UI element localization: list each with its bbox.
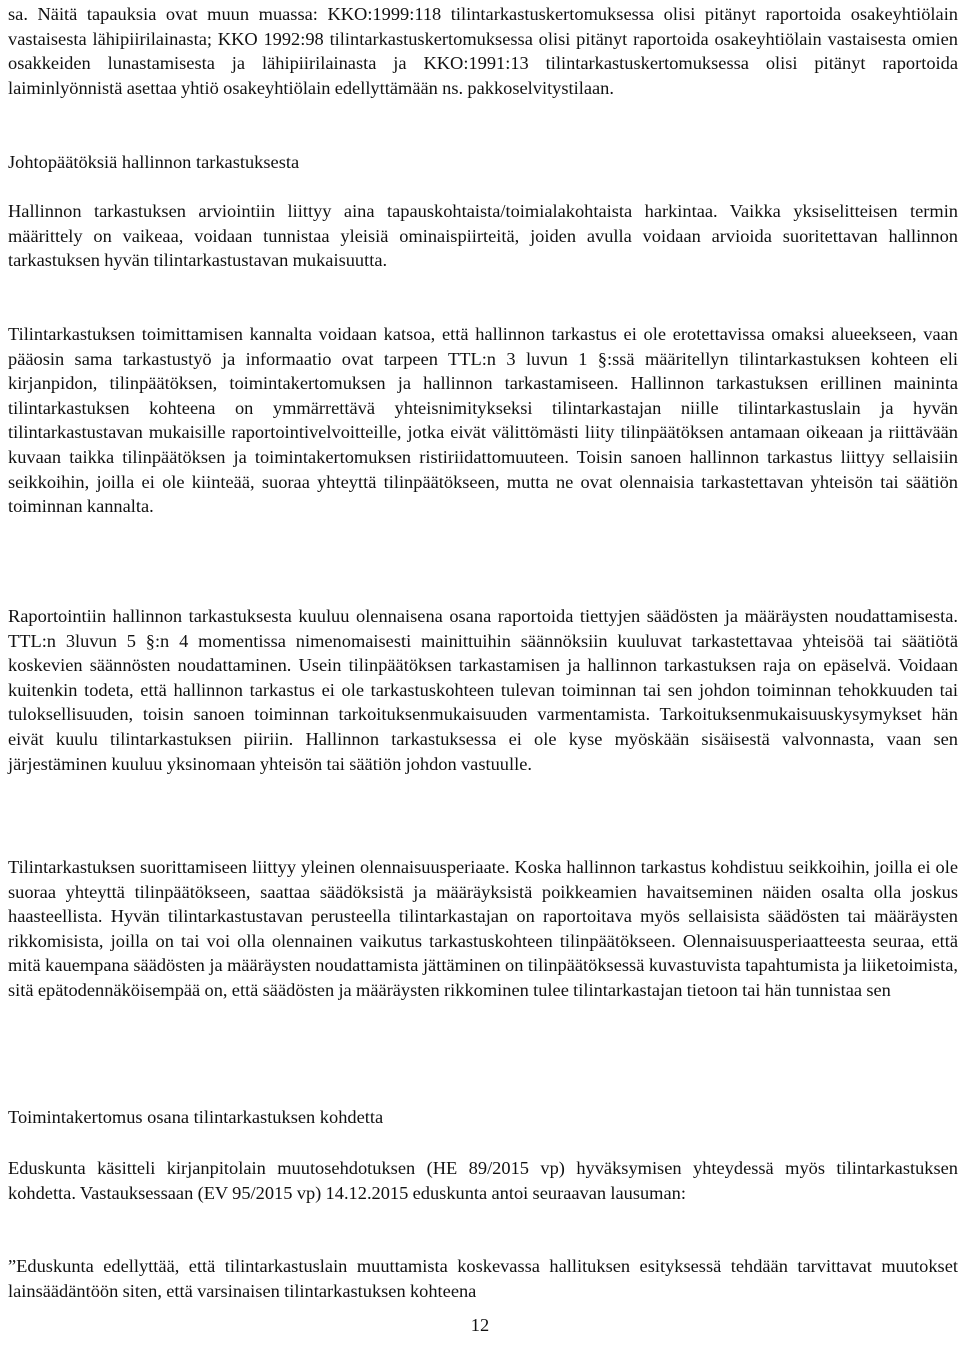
paragraph-quote: ”Eduskunta edellyttää, että tilintarkastuslain muuttamista koskevassa hallituksen esityksessä tehdään tarvittavat muutokset lainsäädäntöön siten, että varsinaisen tilintarkastuksen kohteena (8, 1256, 958, 1301)
paragraph-parliament: Eduskunta käsitteli kirjanpitolain muutosehdotuksen (HE 89/2015 vp) hyväksymisen yhteydessä myös tilintarkastuksen kohdetta. Vastauksessaan (EV 95/2015 vp) 14.12.2015 eduskunta antoi seuraavan lausuman: (8, 1158, 958, 1203)
paragraph-materiality: Tilintarkastuksen suorittamiseen liittyy yleinen olennaisuusperiaate. Koska hallinnon tarkastus kohdistuu seikkoihin, joilla ei ole suoraa yhteyttä tilinpäätökseen, saattaa säädöksistä ja määräyksistä poikkeamien havaitseminen näiden osalta olla joskus haasteellista. Hyvän tilintarkastustavan perusteella tilintarkastajan on raportoitava myös sellaisista säädösten tai määräysten rikkomisista, joilla on tai voi olla olennainen vaikutus tarkastuskohteen tilinpäätökseen. Olennaisuusperiaatteesta seuraa, että mitä kauempana säädösten ja määräysten noudattamista jättäminen on tilinpäätöksessä kuvastuvista tapahtumista ja liiketoimista, sitä epätodennäköisempää on, että säädösten ja määräysten rikkominen tulee tilintarkastajan tietoon tai hän tunnistaa sen (8, 857, 958, 1000)
section-heading-management-report: Toimintakertomus osana tilintarkastuksen kohdetta (8, 1107, 384, 1127)
paragraph-reporting: Raportointiin hallinnon tarkastuksesta kuuluu olennaisena osana raportoida tiettyjen säädösten ja määräysten noudattamisesta. TTL:n 3luvun 5 §:n 4 momentissa nimenomaisesti mainittuihin säännöksiin kuuluvat tarkastettavaa yhteisöä tai säätiötä koskevien säännösten noudattaminen. Usein tilinpäätöksen tarkastamisen ja hallinnon tarkastuksen raja on epäselvä. Voidaan kuitenkin todeta, että hallinnon tarkastus ei ole tarkastuskohteen tulevan toiminnan tai sen johdon toiminnan tehokkuuden tai tuloksellisuuden, toisin sanoen toiminnan tarkoituksenmukaisuuden varmentamista. Tarkoituksenmukaisuuskysymykset hän eivät kuulu tilintarkastuksen piiriin. Hallinnon tarkastuksessa ei ole kyse myöskään sisäisestä valvonnasta, vaan sen järjestäminen kuuluu yksinomaan yhteisön tai säätiön johdon vastuulle. (8, 606, 958, 774)
page-number: 12 (470, 1315, 490, 1335)
paragraph-court-cases: sa. Näitä tapauksia ovat muun muassa: KKO:1999:118 tilintarkastuskertomuksessa olisi pitänyt raportoida osakeyhtiölain vastaisesta lähipiirilainasta; KKO 1992:98 tilintarkastuskertomuksessa olisi pitänyt raportoida osakeyhtiölain vastaisesta omien osakkeiden lunastamisesta ja lähipiirilainasta ja KKO:1991:13 tilintarkastuskertomuksessa olisi pitänyt raportoida laiminlyönnistä asettaa yhtiö osakeyhtiölain edellyttämään ns. pakkoselvitystilaan. (8, 4, 958, 98)
paragraph-audit-execution: Tilintarkastuksen toimittamisen kannalta voidaan katsoa, että hallinnon tarkastus ei ole erotettavissa omaksi alueekseen, vaan pääosin sama tarkastustyö ja informaatio ovat tarpeen TTL:n 3 luvun 1 §:ssä määritellyn tilintarkastuksen kohteen eli kirjanpidon, tilinpäätöksen, toimintakertomuksen ja hallinnon tarkastamiseen. Hallinnon tarkastuksen erillinen maininta tilintarkastuksen kohteena on ymmärrettävä yhteisnimitykseksi tilintarkastajan niille tilintarkastuslain ja hyvän tilintarkastustavan mukaisille raportointivelvoitteille, jotka eivät välittömästi liity tilinpäätöksen antamaan oikeaan ja riittävään kuvaan taikka tilinpäätöksen ja toimintakertomuksen ristiriidattomuuteen. Toisin sanoen hallinnon tarkastus liittyy sellaisiin seikkoihin, joilla ei ole kiinteää, suoraa yhteyttä tilinpäätökseen, mutta ne ovat olennaisia tarkastettavan yhteisön tai säätiön toiminnan kannalta. (8, 324, 958, 517)
section-heading-conclusions: Johtopäätöksiä hallinnon tarkastuksesta (8, 152, 300, 172)
paragraph-assessment: Hallinnon tarkastuksen arviointiin liittyy aina tapauskohtaista/toimialakohtaista harkintaa. Vaikka yksiselitteisen termin määrittely on vaikeaa, voidaan tunnistaa yleisiä ominaispiirteitä, joiden avulla voidaan arvioida suoritettavan hallinnon tarkastuksen hyvän tilintarkastustavan mukaisuutta. (8, 201, 958, 271)
